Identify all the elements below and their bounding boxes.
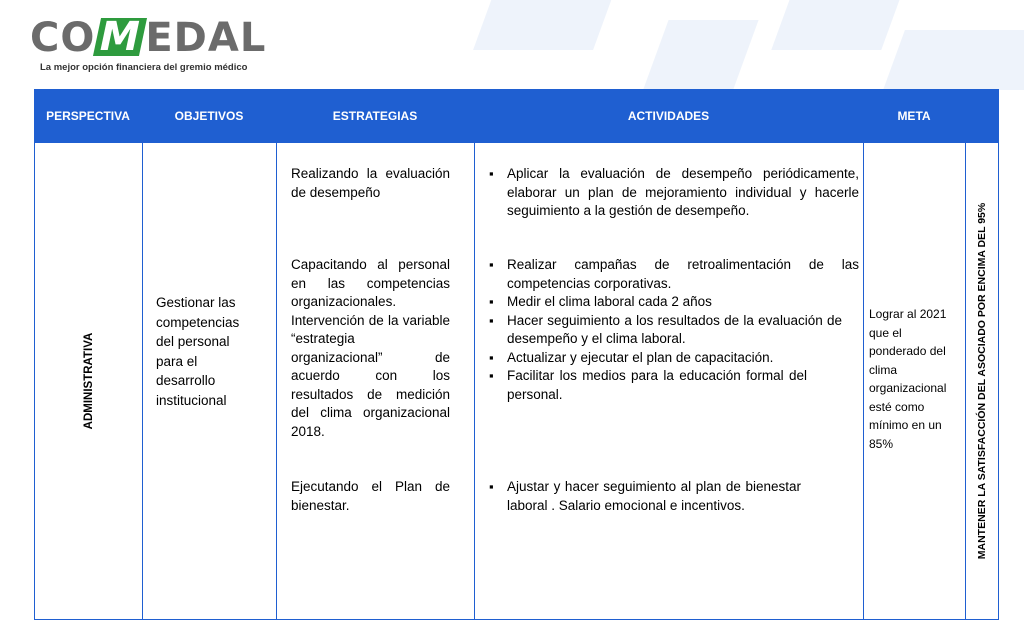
header-perspectiva: PERSPECTIVA [46, 109, 130, 123]
list-item: ▪ Ajustar y hacer seguimiento al plan de bienestar laboral . Salario emocional e incentivos. [489, 478, 801, 515]
cell-actividades [475, 143, 864, 619]
actividades-group-1 [489, 165, 859, 221]
list-item: ▪ Facilitar los medios para la educación formal del personal. [489, 367, 807, 404]
list-item: ▪ Aplicar la evaluación de desempeño periódicamente, elaborar un plan de mejoramiento individual y hacerle seguimiento a la gestión de desempeño. [489, 165, 859, 221]
logo-wordmark: COMEDAL [30, 14, 267, 61]
list-item: ▪ Actualizar y ejecutar el plan de capacitación. [489, 349, 859, 368]
table-header [34, 89, 999, 143]
meta-text: Lograr al 2021 que el ponderado del clima organizacional esté como mínimo en un 85% [869, 307, 947, 451]
table-row [34, 143, 999, 620]
estrategia-2: Capacitando al personal en las competencias organizacionales. Intervención de la variable “estrategia organizacional” de acuerdo con los resultados de medición del clima organizacional 2018. [291, 257, 450, 439]
cell-objetivos [143, 143, 277, 619]
header-actividades: ACTIVIDADES [627, 109, 710, 123]
cell-meta-vertical [966, 143, 998, 619]
cell-estrategias [277, 143, 475, 619]
background-decoration [424, 0, 1024, 90]
header-meta: META [897, 109, 931, 123]
logo-tagline: La mejor opción financiera del gremio médico [40, 62, 248, 73]
list-item: ▪ Realizar campañas de retroalimentación de las competencias corporativas. [489, 256, 859, 293]
perspectiva-label: ADMINISTRATIVA [82, 332, 95, 430]
strategy-table [34, 89, 999, 619]
header-empty [965, 89, 999, 143]
list-item: ▪ Hacer seguimiento a los resultados de la evaluación de desempeño y el clima laboral. [489, 312, 842, 349]
cell-meta [864, 143, 966, 619]
objetivo-text: Gestionar las competencias del personal para el desarrollo institucional [156, 295, 240, 408]
header-objetivos: OBJETIVOS [174, 109, 244, 123]
comedal-logo [30, 14, 290, 76]
cell-perspectiva [35, 143, 143, 619]
list-item: ▪ Medir el clima laboral cada 2 años [489, 293, 859, 312]
header-estrategias: ESTRATEGIAS [332, 109, 418, 123]
estrategia-3: Ejecutando el Plan de bienestar. [291, 479, 450, 513]
estrategia-1: Realizando la evaluación de desempeño [291, 166, 450, 200]
meta-vertical-label: MANTENER LA SATISFACCIÓN DEL ASOCIADO POR ENCIMA DEL 95% [976, 202, 988, 560]
actividades-group-2 [489, 256, 859, 404]
actividades-group-3 [489, 478, 801, 515]
